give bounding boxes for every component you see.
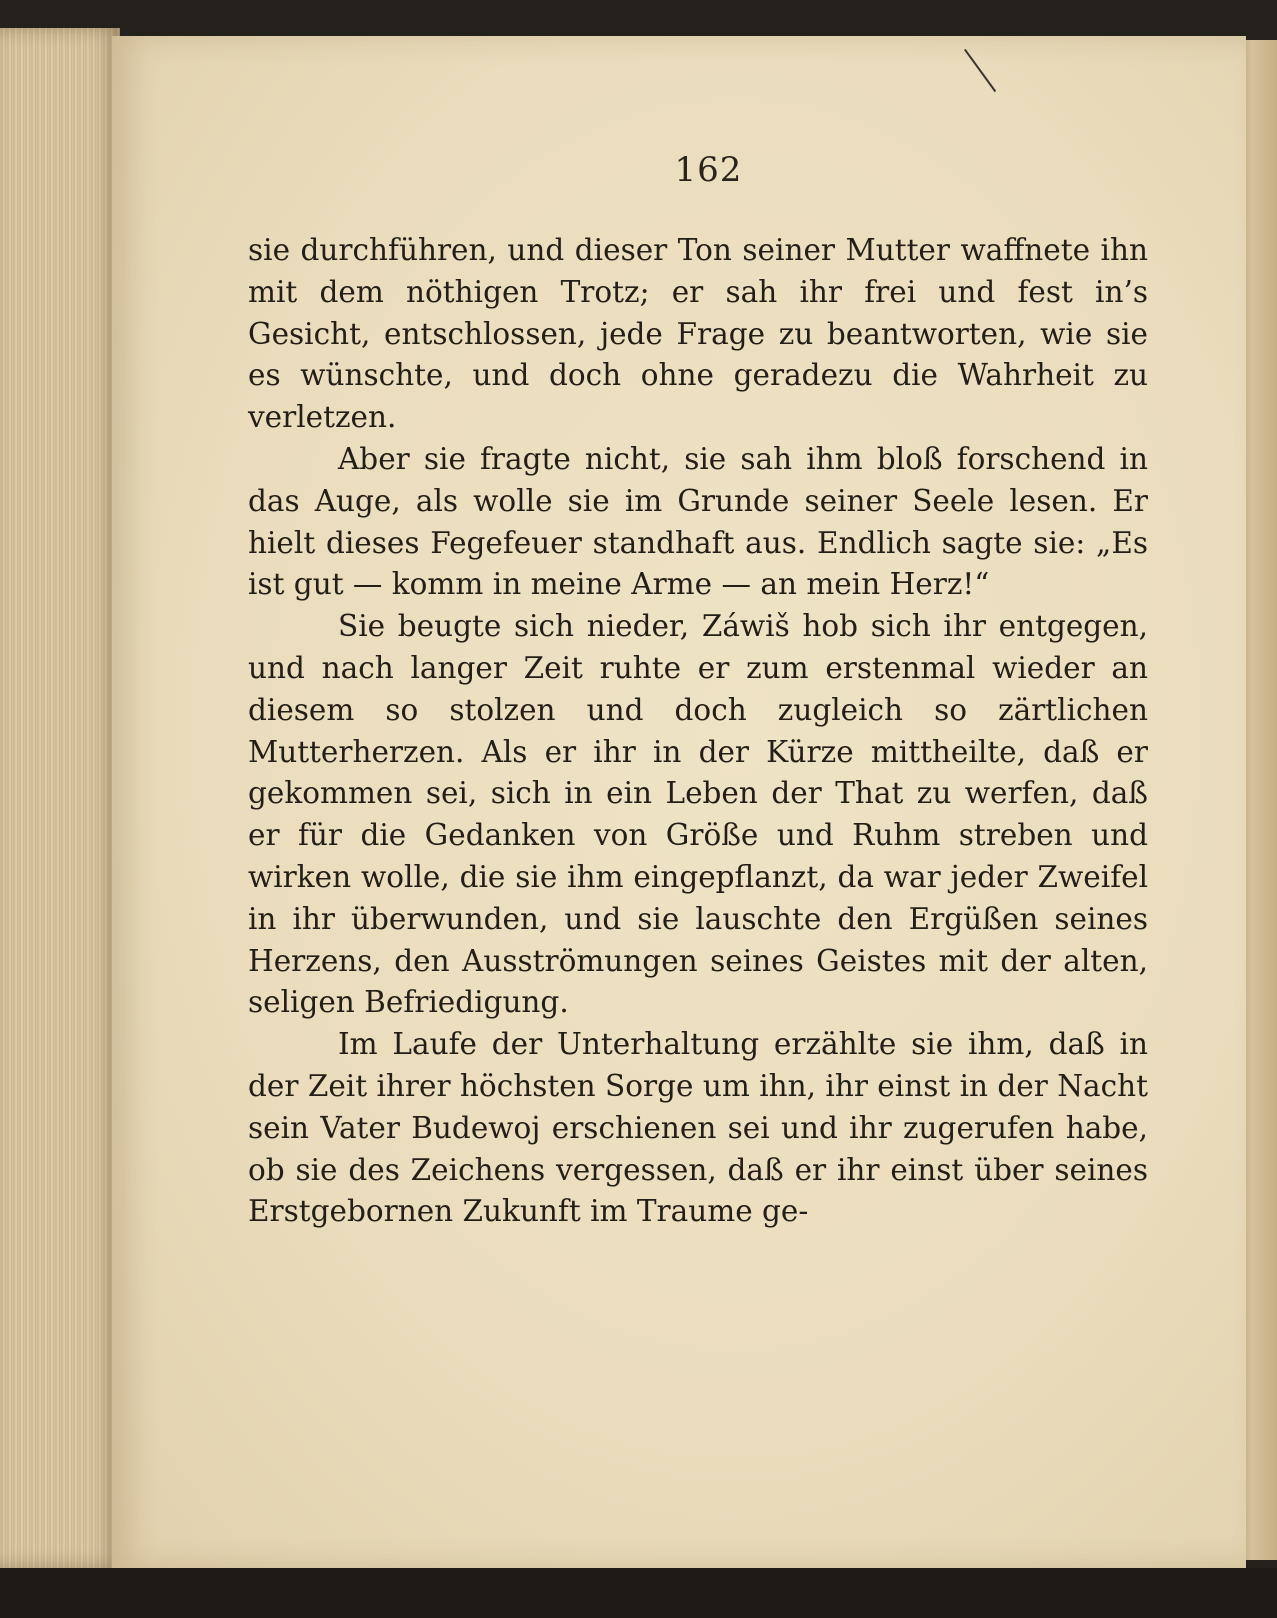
paragraph-4: Im Laufe der Unterhaltung erzählte sie ihm, daß in der Zeit ihrer höchsten Sorge um ihn, ihr einst in der Nacht sein Vater Budewoj erschienen sei und ihr zugerufen habe, ob sie des Zeichens vergessen, daß er ihr einst über seines Erstgebornen Zukunft im Traume ge-	[248, 1027, 1148, 1229]
paragraph-1: sie durchführen, und dieser Ton seiner Mutter waffnete ihn mit dem nöthigen Trotz; er sah ihr frei und fest in’s Gesicht, entschlossen, jede Frage zu beantworten, wie sie es wünschte, und doch ohne geradezu die Wahrheit zu verletzen.	[248, 233, 1148, 435]
scan-background	[0, 1568, 1277, 1618]
page-number: 162	[674, 150, 743, 190]
body-text	[248, 230, 1148, 1233]
page-edges-left	[0, 28, 120, 1568]
paragraph-3: Sie beugte sich nieder, Záwiš hob sich ihr entgegen, und nach langer Zeit ruhte er zum erstenmal wieder an diesem so stolzen und doch zugleich so zärtlichen Mutterherzen. Als er ihr in der Kürze mittheilte, daß er gekommen sei, sich in ein Leben der That zu werfen, daß er für die Gedanken von Größe und Ruhm streben und wirken wolle, die sie ihm eingepflanzt, da war jeder Zweifel in ihr überwunden, und sie lauschte den Ergüßen seines Herzens, den Ausströmungen seines Geistes mit der alten, seligen Befriedigung.	[248, 609, 1148, 1020]
paragraph-2: Aber sie fragte nicht, sie sah ihm bloß forschend in das Auge, als wolle sie im Grunde seiner Seele lesen. Er hielt dieses Fegefeuer standhaft aus. Endlich sagte sie: „Es ist gut — komm in meine Arme — an mein Herz!“	[248, 441, 1148, 602]
